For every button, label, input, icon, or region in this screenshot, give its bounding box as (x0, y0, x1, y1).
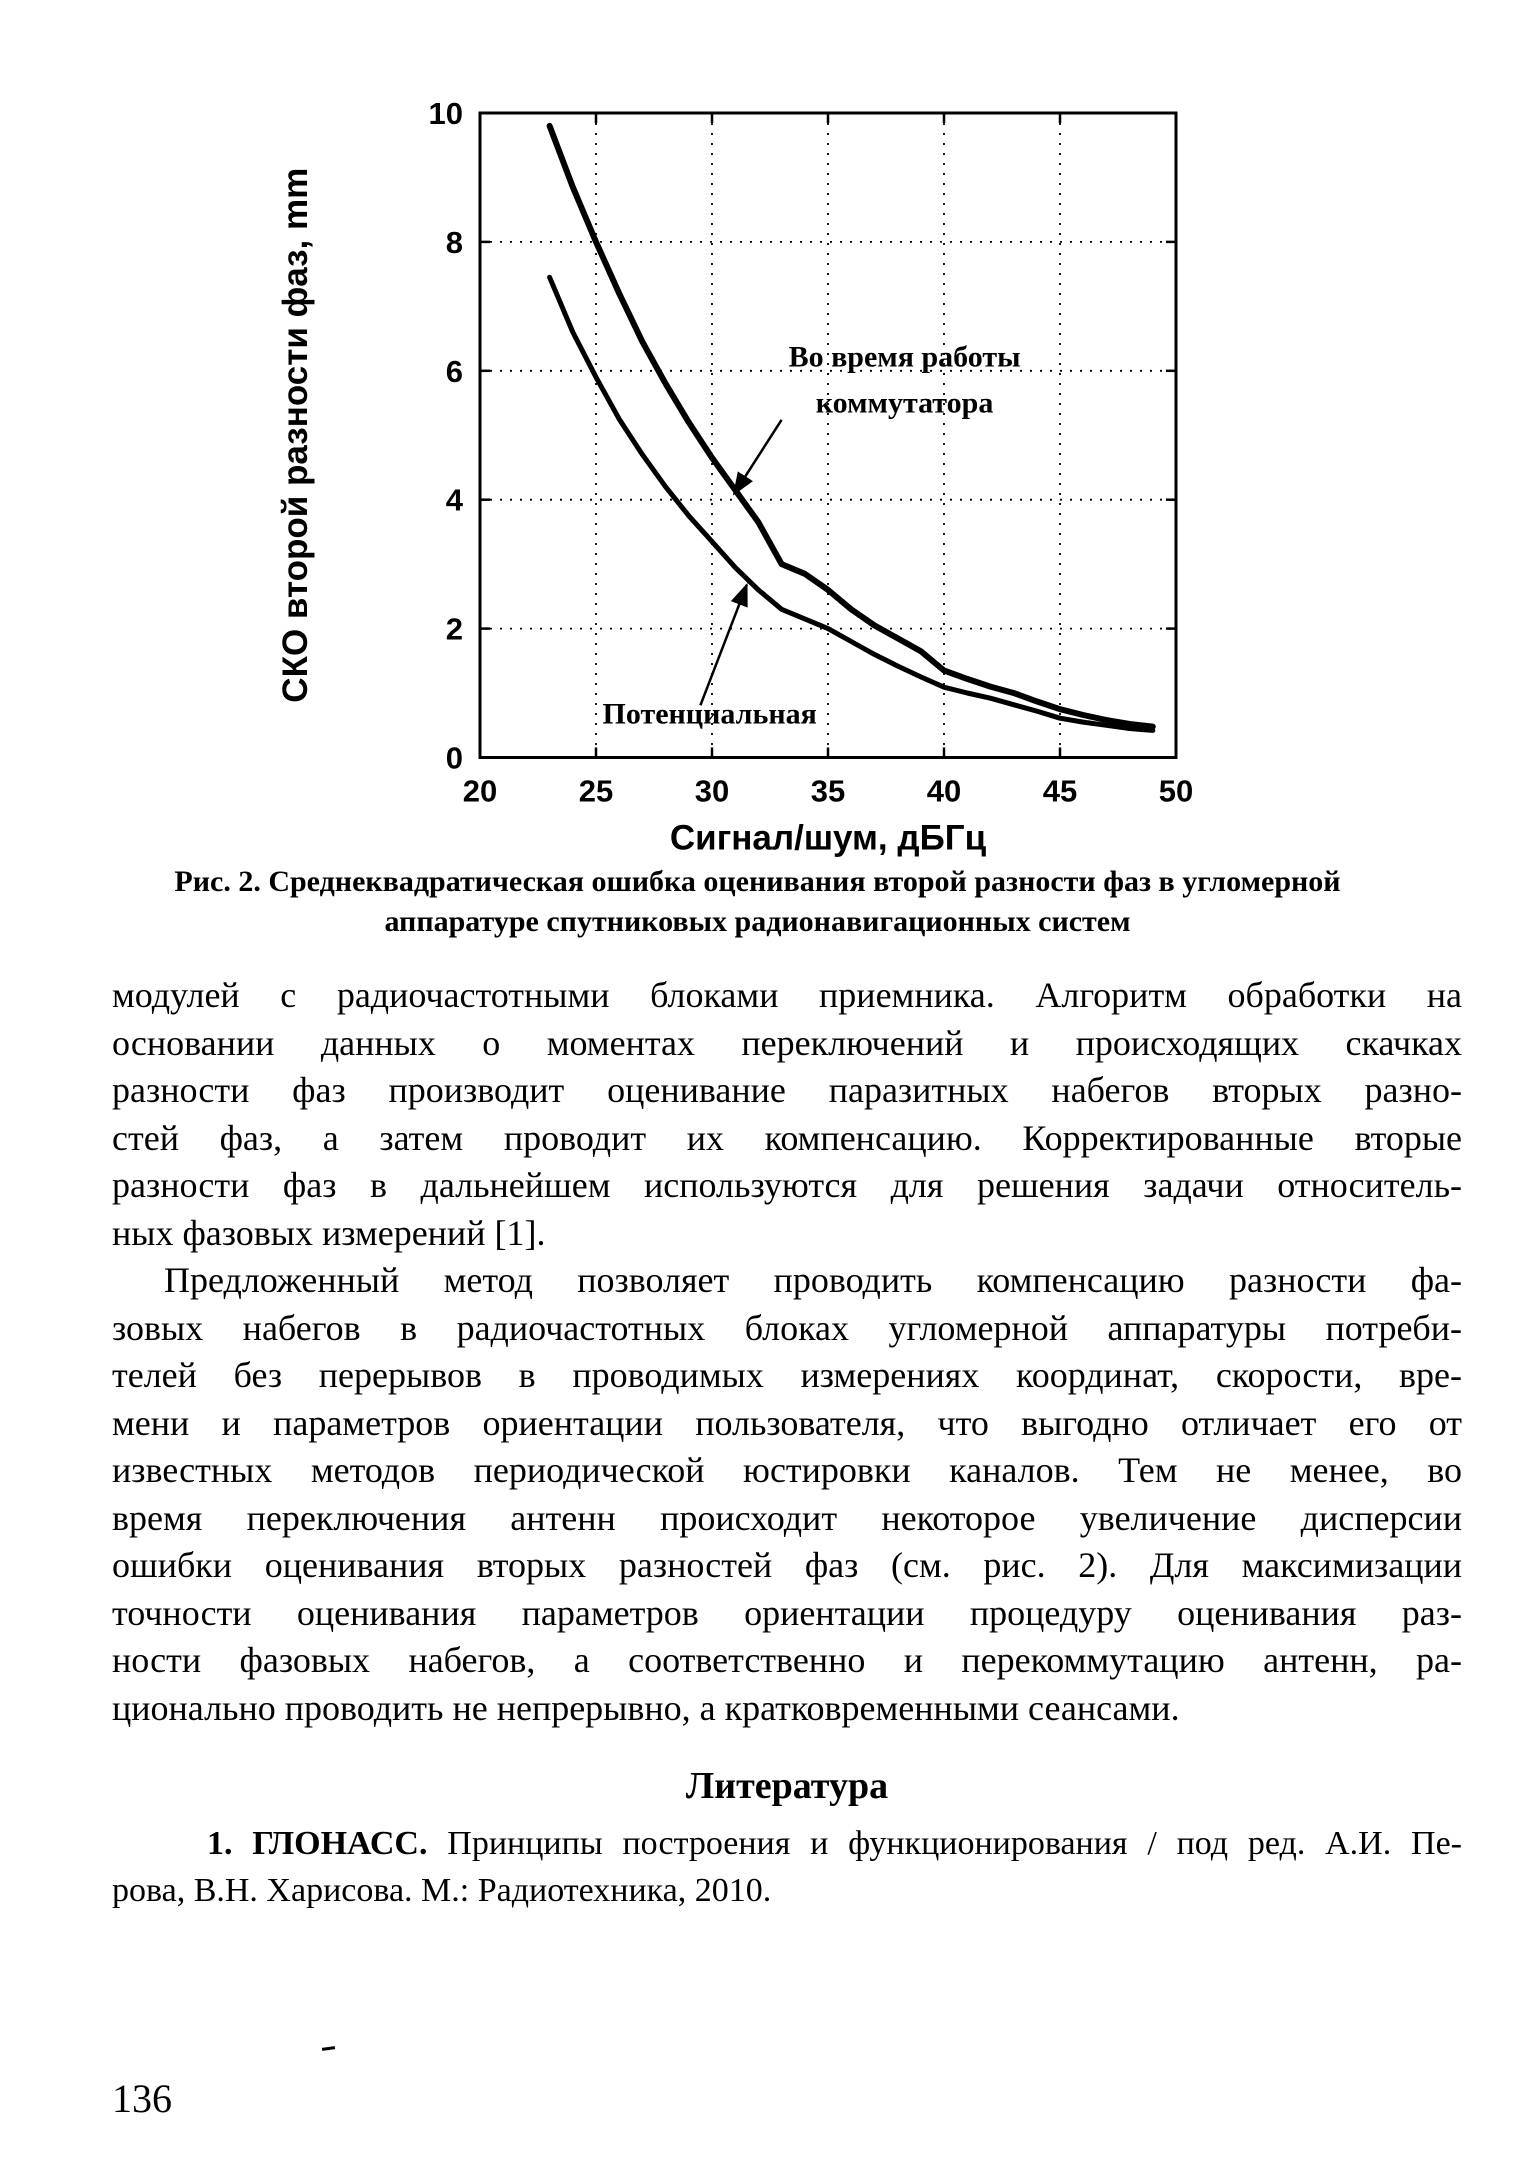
series-line-0 (550, 126, 1153, 727)
x-tick-label: 25 (578, 773, 614, 809)
body-line: разности фаз в дальнейшем используются для решения задачи относитель- (112, 1165, 1462, 1205)
y-tick-label: 2 (445, 611, 463, 647)
y-axis-title: СКО второй разности фаз, mm (276, 167, 315, 703)
annotation-arrow-0 (734, 420, 782, 494)
annotation-label-0: коммутатора (815, 386, 994, 420)
reference-details: Принципы построения и функционирования / под ред. А.И. Пе- (427, 1825, 1462, 1862)
reference-entry (112, 1820, 1462, 1914)
reference-number-title: 1. ГЛОНАСС. (207, 1825, 428, 1862)
body-line: ошибки оценивания вторых разностей фаз (см. рис. 2). Для максимизации (112, 1545, 1462, 1585)
figure-2-chart (250, 70, 1250, 870)
reference-line2: рова, В.Н. Харисова. М.: Радиотехника, 2010. (112, 1872, 772, 1909)
body-line: время переключения антенн происходит некоторое увеличение дисперсии (112, 1497, 1462, 1538)
x-tick-label: 45 (1042, 773, 1078, 809)
body-text (112, 972, 1462, 1732)
annotation-label-0: Во время работы (788, 340, 1021, 374)
x-tick-label: 50 (1158, 773, 1194, 809)
y-tick-label: 6 (445, 353, 463, 389)
annotation-label-1: Потенциальная (602, 697, 817, 731)
annotation-arrow-1 (700, 585, 746, 706)
figure-caption-line2: аппаратуре спутниковых радионавигационных систем (384, 905, 1131, 938)
y-tick-label: 4 (445, 482, 463, 518)
body-line: телей без перерывов в проводимых измерениях координат, скорости, вре- (112, 1355, 1462, 1395)
x-tick-label: 30 (694, 773, 730, 809)
body-line: известных методов периодической юстировки каналов. Тем не менее, во (112, 1450, 1462, 1490)
body-line: разности фаз производит оценивание паразитных набегов вторых разно- (112, 1070, 1462, 1110)
body-line: ных фазовых измерений [1]. (112, 1212, 546, 1253)
x-axis-title: Сигнал/шум, дБГц (669, 818, 987, 858)
body-line: основании данных о моментах переключений и происходящих скачках (112, 1022, 1462, 1063)
reference-line1 (112, 1820, 1462, 1867)
body-line: стей фаз, а затем проводит их компенсацию. Корректированные вторые (112, 1117, 1462, 1158)
body-line: Предложенный метод позволяет проводить компенсацию разности фа- (164, 1260, 1462, 1300)
literature-heading: Литература (685, 1765, 889, 1807)
figure-caption-line1: Рис. 2. Среднеквадратическая ошибка оценивания второй разности фаз в угломерной (174, 865, 1341, 898)
y-tick-label: 0 (445, 740, 463, 776)
figure-2-chart-svg (250, 70, 1250, 870)
body-line: ности фазовых набегов, а соответственно и перекоммутацию антенн, ра- (112, 1640, 1462, 1680)
body-line: точности оценивания параметров ориентации процедуру оценивания раз- (112, 1592, 1462, 1633)
page-number: 136 (112, 2076, 172, 2121)
body-line: зовых набегов в радиочастотных блоках угломерной аппаратуры потреби- (112, 1307, 1462, 1348)
body-line: ционально проводить не непрерывно, а кратковременными сеансами. (112, 1687, 1180, 1728)
y-tick-label: 8 (445, 224, 463, 260)
x-tick-label: 20 (462, 773, 498, 809)
scan-artifact-dash (322, 2046, 335, 2051)
body-line: модулей с радиочастотными блоками приемника. Алгоритм обработки на (112, 975, 1462, 1015)
y-tick-label: 10 (428, 96, 463, 131)
figure-caption (60, 862, 1455, 942)
x-tick-label: 35 (810, 773, 846, 809)
body-line: мени и параметров ориентации пользователя, что выгодно отличает его от (112, 1402, 1462, 1443)
x-tick-label: 40 (926, 773, 962, 809)
